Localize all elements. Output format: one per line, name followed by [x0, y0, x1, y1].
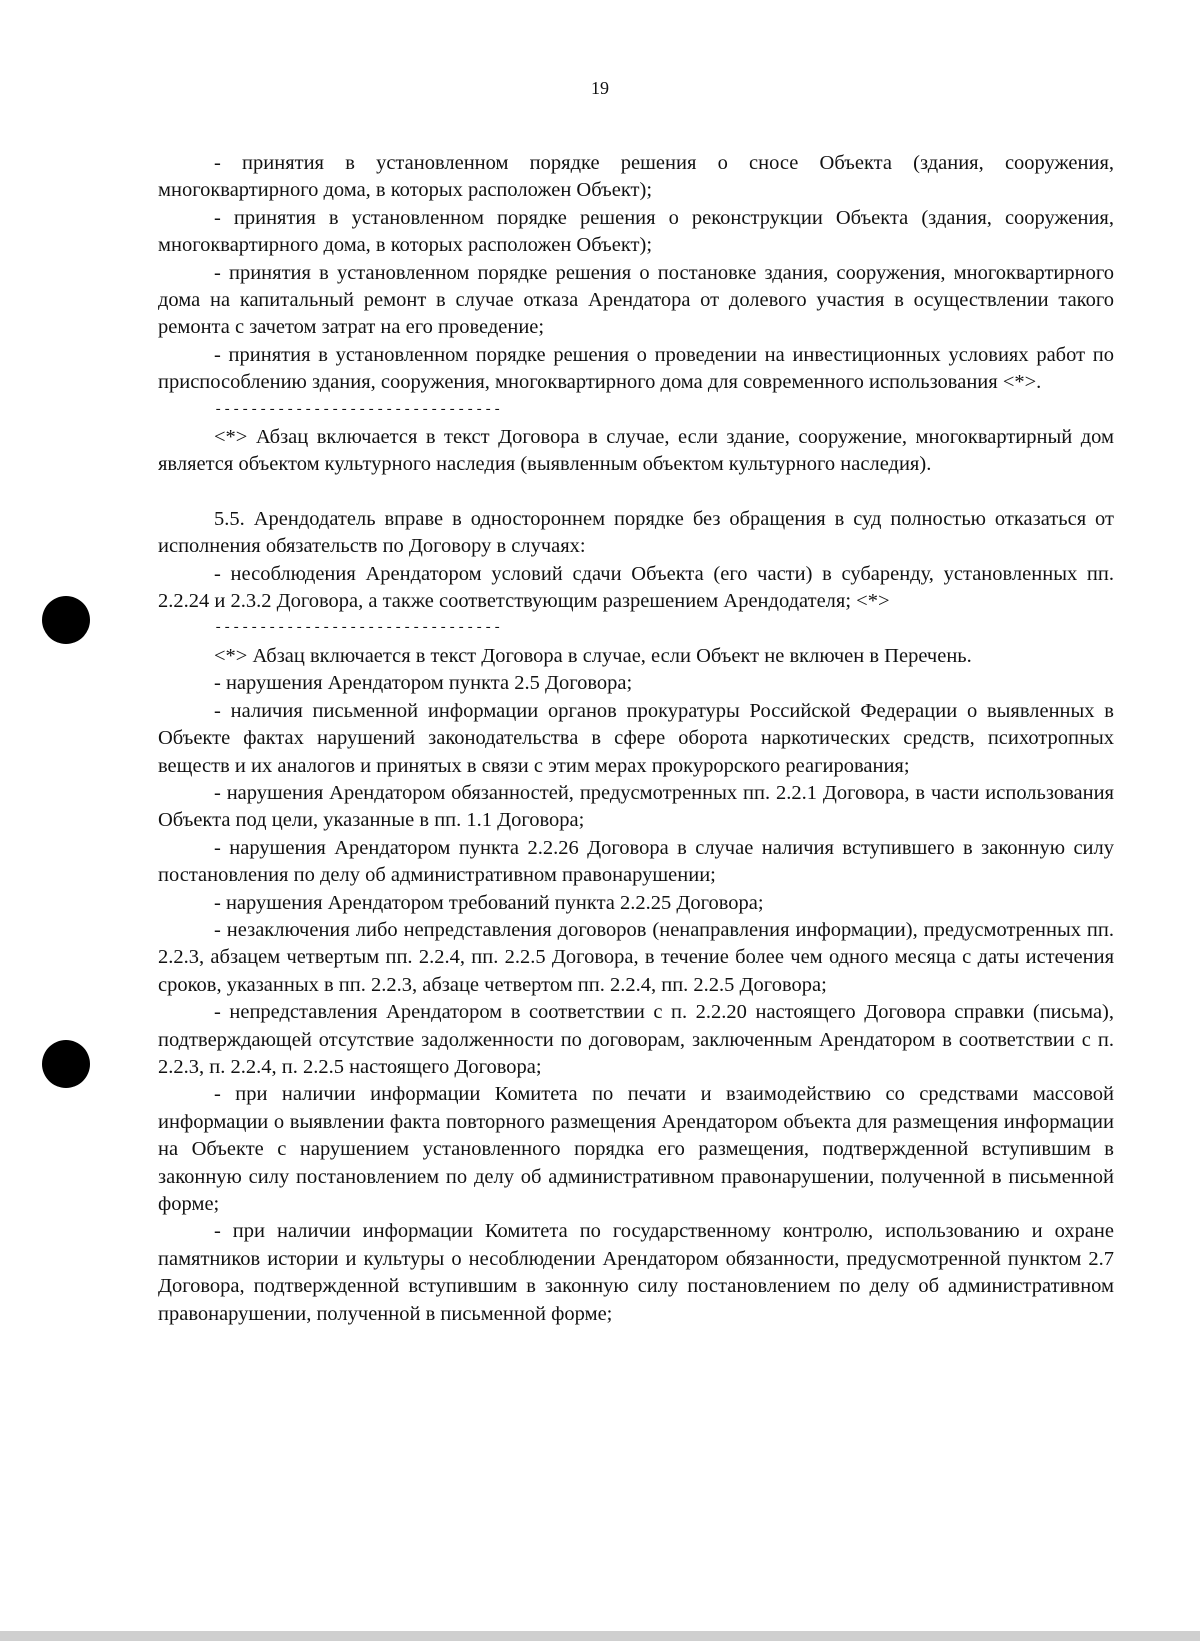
footnote-separator: --------------------------------	[214, 401, 503, 418]
binder-hole-top	[42, 596, 90, 644]
paragraph-demolition: - принятия в установленном порядке решения о сносе Объекта (здания, сооружения, многоквартирного дома, в которых расположен Объект);	[158, 152, 1114, 202]
paragraph-clause-2-2-26: - нарушения Арендатором пункта 2.2.26 Договора в случае наличия вступившего в законную силу постановления по делу об административном правонарушении;	[158, 836, 1114, 887]
paragraph-reconstruction: - принятия в установленном порядке решения о реконструкции Объекта (здания, сооружения, многоквартирного дома, в которых расположен Объект);	[158, 206, 1114, 257]
footnote-separator: --------------------------------	[214, 620, 503, 637]
clause-5-5: 5.5. Арендодатель вправе в одностороннем порядке без обращения в суд полностью отказаться от исполнения обязательств по Договору в случаях:	[158, 507, 1114, 558]
footnote-cultural-heritage: <*> Абзац включается в текст Договора в случае, если здание, сооружение, многоквартирный дом является объектом культурного наследия (выявленным объектом культурного наследия).	[158, 426, 1114, 476]
document-body	[158, 150, 1114, 1328]
paragraph-press-committee: - при наличии информации Комитета по печати и взаимодействию со средствами массовой информации о выявлении факта повторного размещения Арендатором объекта для размещения информации на Объекте с нарушением установленного порядка его размещения, подтвержденной вступившим в законную силу постановлением по делу об административном правонарушении, полученной в письменной форме;	[158, 1083, 1114, 1215]
paragraph-clause-2-2-25: - нарушения Арендатором требований пункта 2.2.25 Договора;	[214, 891, 764, 914]
page-number: 19	[591, 78, 609, 98]
paragraph-heritage-committee: - при наличии информации Комитета по государственному контролю, использованию и охране памятников истории и культуры о несоблюдении Арендатором обязанности, предусмотренной пунктом 2.7 Договора, подтвержденной вступившим в законную силу постановлением по делу об административном правонарушении, полученной в письменной форме;	[158, 1220, 1114, 1325]
paragraph-adaptation: - принятия в установленном порядке решения о проведении на инвестиционных условиях работ по приспособлению здания, сооружения, многоквартирного дома для современного использования <*>.	[158, 343, 1114, 394]
paragraph-prosecutor: - наличия письменной информации органов прокуратуры Российской Федерации о выявленных в Объекте фактах нарушений законодательства в сфере оборота наркотических средств, психотропных веществ и их аналогов и принятых в связи с этим мерах прокурорского реагирования;	[158, 699, 1114, 777]
paragraph-sublease: - несоблюдения Арендатором условий сдачи Объекта (его части) в субаренду, установленных пп. 2.2.24 и 2.3.2 Договора, а также соответствующим разрешением Арендодателя; <*>	[158, 562, 1114, 613]
footnote-list: <*> Абзац включается в текст Договора в случае, если Объект не включен в Перечень.	[214, 644, 972, 667]
paragraph-clause-2-2-1: - нарушения Арендатором обязанностей, предусмотренных пп. 2.2.1 Договора, в части использования Объекта под цели, указанные в пп. 1.1 Договора;	[158, 781, 1114, 832]
paragraph-clause-2-5: - нарушения Арендатором пункта 2.5 Договора;	[214, 672, 633, 695]
paragraph-certificate: - непредставления Арендатором в соответствии с п. 2.2.20 настоящего Договора справки (письма), подтверждающей отсутствие задолженности по договорам, заключенным Арендатором в соответствии с п. 2.2.3, п. 2.2.4, п. 2.2.5 настоящего Договора;	[158, 1001, 1114, 1078]
paragraph-contracts: - незаключения либо непредставления договоров (ненаправления информации), предусмотренных пп. 2.2.3, абзацем четвертым пп. 2.2.4, пп. 2.2.5 Договора, в течение более чем одного месяца с даты истечения сроков, указанных в пп. 2.2.3, абзаце четвертом пп. 2.2.4, пп. 2.2.5 Договора;	[158, 918, 1114, 996]
paragraph-capital-repair: - принятия в установленном порядке решения о постановке здания, сооружения, многоквартирного дома на капитальный ремонт в случае отказа Арендатора от долевого участия в осуществлении такого ремонта с зачетом затрат на его проведение;	[158, 261, 1114, 339]
binder-hole-bottom	[42, 1040, 90, 1088]
scan-bottom-edge	[0, 1631, 1200, 1641]
